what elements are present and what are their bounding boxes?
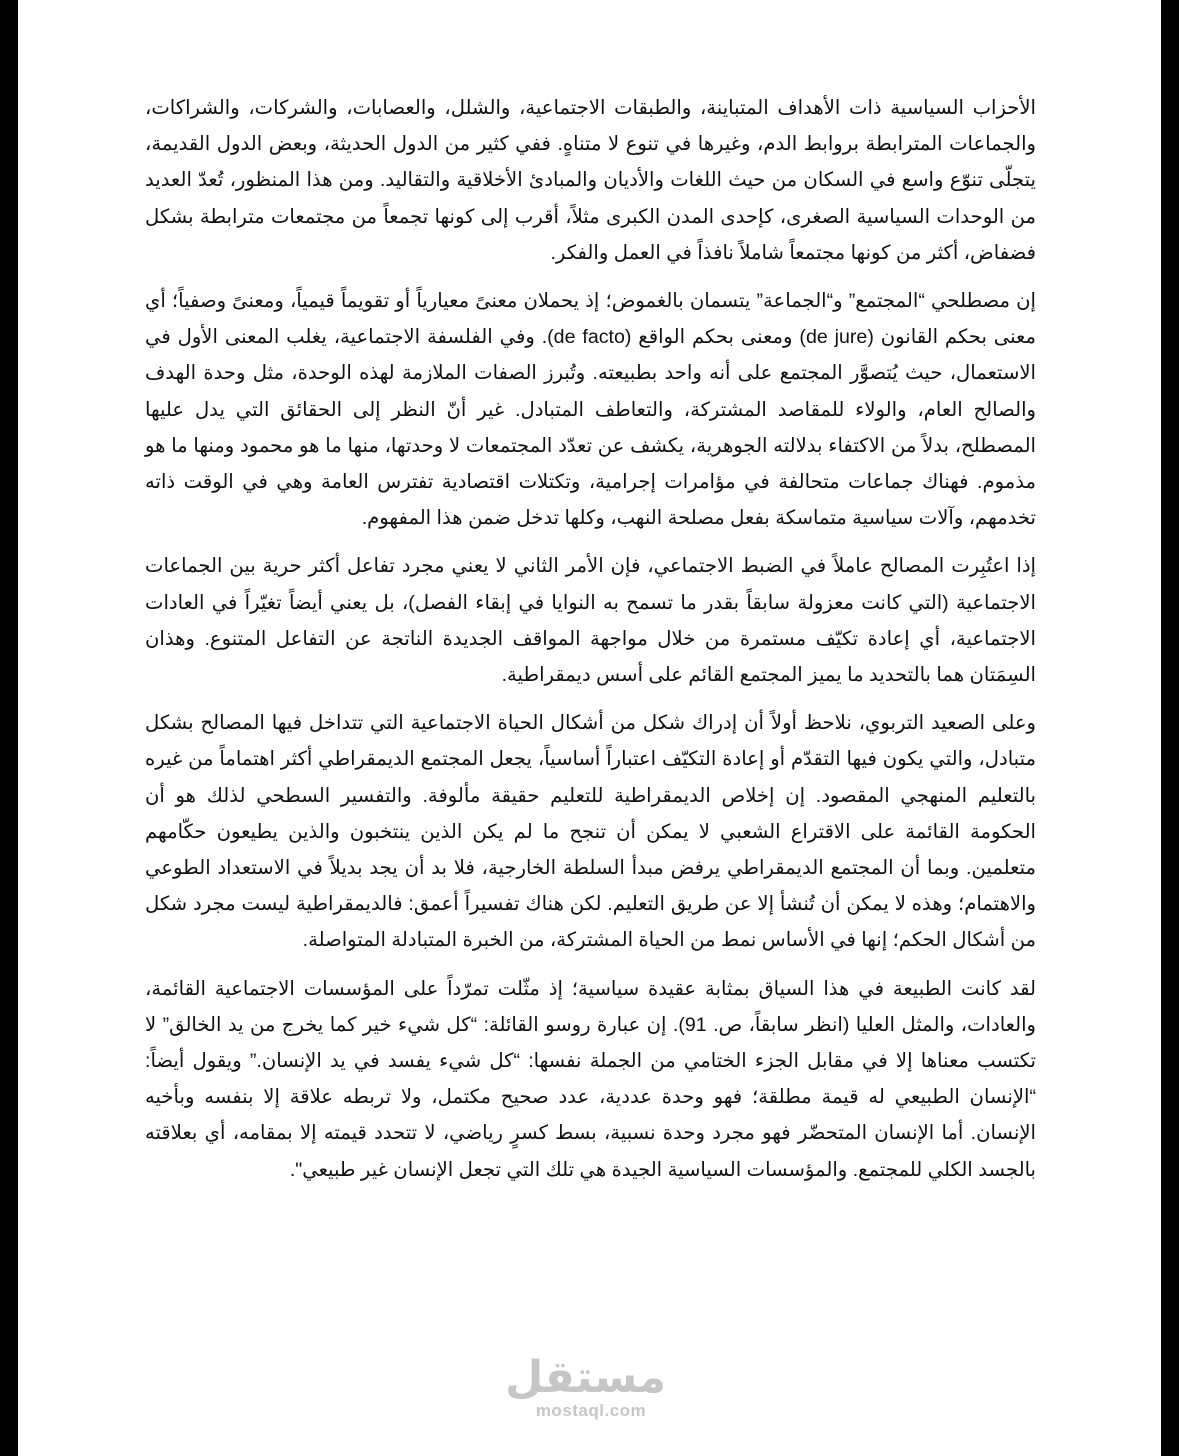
paragraph-1: الأحزاب السياسية ذات الأهداف المتباينة، والطبقات الاجتماعية، والشلل، والعصابات، والشركات، والشراكات، والجماعات المترابطة بروابط الدم، وغيرها في تنوع لا متناهٍ. ففي كثير من الدول الحديثة، وبعض الدول القديمة، يتجلّى تنوّع واسع في السكان من حيث اللغات والأديان والمبادئ الأخلاقية والتقاليد. ومن هذا المنظور، تُعدّ العديد من الوحدات السياسية الصغرى، كإحدى المدن الكبرى مثلاً، أقرب إلى كونها تجمعاً من مجتمعات مترابطة بشكل فضفاض، أكثر من كونها مجتمعاً شاملاً نافذاً في العمل والفكر. <box>145 97 1036 264</box>
watermark-url: mostaql.com <box>535 1401 647 1420</box>
paragraph-5: لقد كانت الطبيعة في هذا السياق بمثابة عقيدة سياسية؛ إذ مثّلت تمرّداً على المؤسسات الاجتماعية القائمة، والعادات، والمثل العليا (انظر سابقاً، ص. 91). إن عبارة روسو القائلة: “كل شيء خير كما يخرج من يد الخالق” لا تكتسب معناها إلا في مقابل الجزء الختامي من الجملة نفسها: “كل شيء يفسد في يد الإنسان.” ويقول أيضاً: “الإنسان الطبيعي له قيمة مطلقة؛ فهو وحدة عددية، عدد صحيح مكتمل، ولا تربطه علاقة إلا بنفسه وبأخيه الإنسان. أما الإنسان المتحضّر فهو مجرد وحدة نسبية، بسط كسرٍ رياضي، لا تتحدد قيمته إلا بمقامه، أي بعلاقته بالجسد الكلي للمجتمع. والمؤسسات السياسية الجيدة هي تلك التي تجعل الإنسان غير طبيعي". <box>145 977 1037 1181</box>
paragraph-2: إن مصطلحي “المجتمع” و“الجماعة” يتسمان بالغموض؛ إذ يحملان معنىً معيارياً أو تقويماً قيمياً، ومعنىً وصفياً؛ أي معنى بحكم القانون (de jure) ومعنى بحكم الواقع (de facto). وفي الفلسفة الاجتماعية، يغلب المعنى الأول في الاستعمال، حيث يُتصوَّر المجتمع على أنه واحد بطبيعته. وتُبرز الصفات الملازمة لهذه الوحدة، مثل وحدة الهدف والصالح العام، والولاء للمقاصد المشتركة، والتعاطف المتبادل. غير أنّ النظر إلى الحقائق التي يدل عليها المصطلح، بدلاً من الاكتفاء بدلالته الجوهرية، يكشف عن تعدّد المجتمعات لا وحدتها، منها ما هو محمود ومنها ما هو مذموم. فهناك جماعات متحالفة في مؤامرات إجرامية، وتكتلات اقتصادية تفترس العامة وهي في الوقت ذاته تخدمهم، وآلات سياسية متماسكة بفعل مصلحة النهب، وكلها تدخل ضمن هذا المفهوم. <box>145 290 1036 530</box>
mostaql-watermark <box>505 1352 666 1420</box>
paragraph-3: إذا اعتُبِرت المصالح عاملاً في الضبط الاجتماعي، فإن الأمر الثاني لا يعني مجرد تفاعل أكثر حرية بين الجماعات الاجتماعية (التي كانت معزولة سابقاً بقدر ما تسمح به النوايا في إبقاء الفصل)، بل يعني أيضاً تغيّراً في العادات الاجتماعية، أي إعادة تكيّف مستمرة من خلال مواجهة المواقف الجديدة الناتجة عن التفاعل المتنوع. وهذان السِمَتان هما بالتحديد ما يميز المجتمع القائم على أسس ديمقراطية. <box>145 555 1036 687</box>
paragraph-4: وعلى الصعيد التربوي، نلاحظ أولاً أن إدراك شكل من أشكال الحياة الاجتماعية التي تتداخل فيها المصالح بشكل متبادل، والتي يكون فيها التقدّم أو إعادة التكيّف اعتباراً أساسياً، يجعل المجتمع الديمقراطي أكثر اهتماماً من غيره بالتعليم المنهجي المقصود. إن إخلاص الديمقراطية للتعليم حقيقة مألوفة. والتفسير السطحي لذلك هو أن الحكومة القائمة على الاقتراع الشعبي لا يمكن أن تنجح ما لم يكن الذين ينتخبون والذين يطيعون حكّامهم متعلمين. وبما أن المجتمع الديمقراطي يرفض مبدأ السلطة الخارجية، فلا بد أن يجد بديلاً في الاستعداد الطوعي والاهتمام؛ وهذه لا يمكن أن تُنشأ إلا عن طريق التعليم. لكن هناك تفسيراً أعمق: فالديمقراطية ليست مجرد شكل من أشكال الحكم؛ إنها في الأساس نمط من الحياة المشتركة، من الخبرة المتبادلة المتواصلة. <box>145 712 1036 952</box>
watermark-arabic-logo: مستقل <box>505 1352 666 1403</box>
document-body <box>145 90 1036 1200</box>
document-page <box>18 0 1161 1456</box>
